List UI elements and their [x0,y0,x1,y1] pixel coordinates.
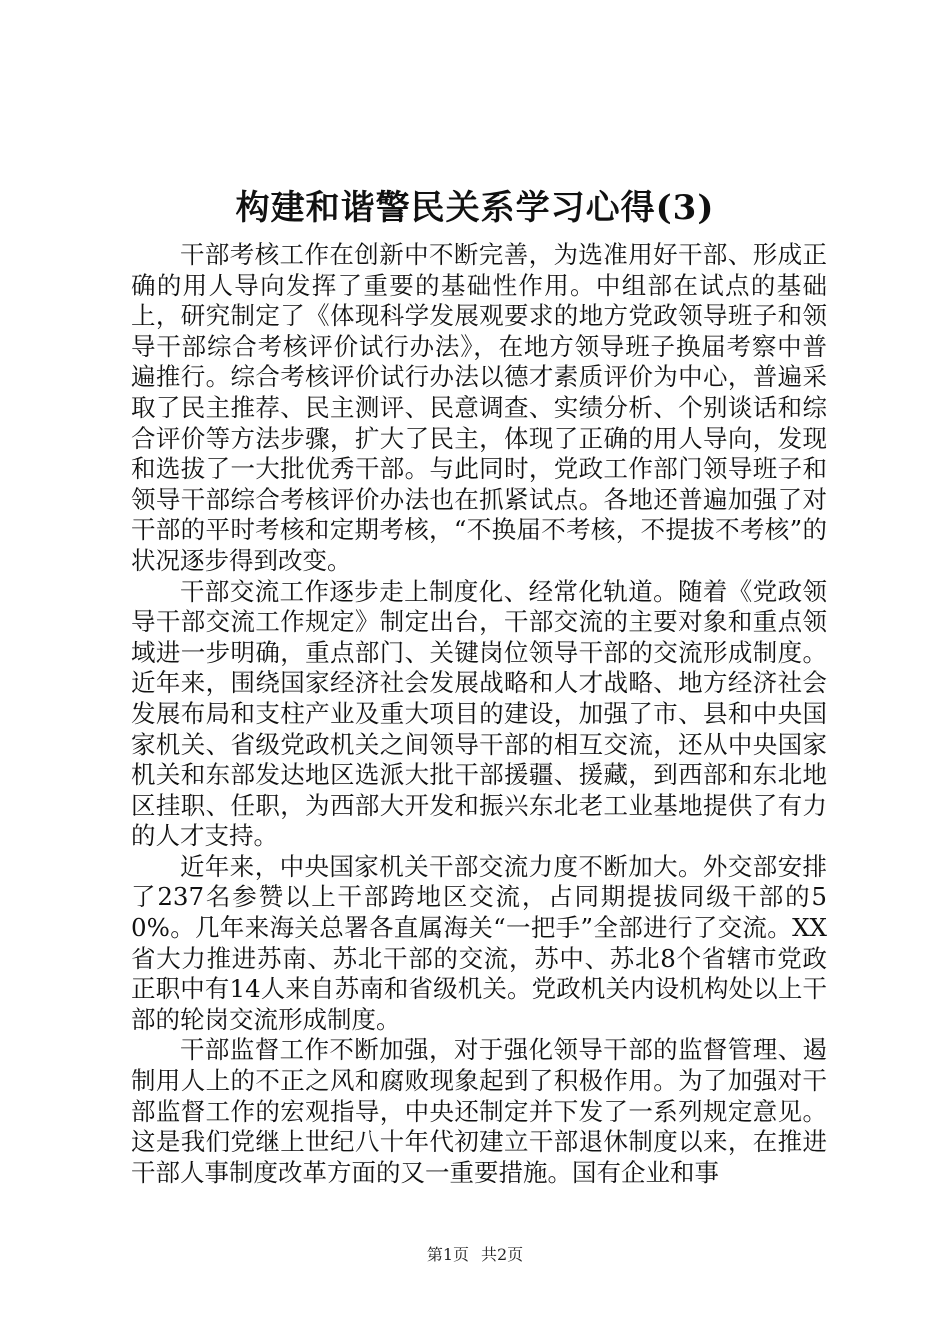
document-body [131,240,827,1188]
paragraph: 干部监督工作不断加强，对于强化领导干部的监督管理、遏制用人上的不正之风和腐败现象起到了积极作用。为了加强对干部监督工作的宏观指导，中央还制定并下发了一系列规定意见。这是我们党继上世纪八十年代初建立干部退休制度以来，在推进干部人事制度改革方面的又一重要措施。国有企业和事 [131,1035,827,1187]
document-title: 构建和谐警民关系学习心得(3) [235,188,715,228]
paragraph: 干部交流工作逐步走上制度化、经常化轨道。随着《党政领导干部交流工作规定》制定出台，干部交流的主要对象和重点领域进一步明确，重点部门、关键岗位领导干部的交流形成制度。近年来，围绕国家经济社会发展战略和人才战略、地方经济社会发展布局和支柱产业及重大项目的建设，加强了市、县和中央国家机关、省级党政机关之间领导干部的相互交流，还从中央国家机关和东部发达地区选派大批干部援疆、援藏，到西部和东北地区挂职、任职，为西部大开发和振兴东北老工业基地提供了有力的人才支持。 [131,576,827,851]
page-number: 第1页 [426,1245,469,1264]
page-footer [0,1244,950,1266]
paragraph: 近年来，中央国家机关干部交流力度不断加大。外交部安排了237名参赞以上干部跨地区交流，占同期提拔同级干部的50%。几年来海关总署各直属海关“一把手”全部进行了交流。XX省大力推进苏南、苏北干部的交流，苏中、苏北8个省辖市党政正职中有14人来自苏南和省级机关。党政机关内设机构处以上干部的轮岗交流形成制度。 [131,851,827,1034]
page-total: 共2页 [481,1245,524,1264]
paragraph: 干部考核工作在创新中不断完善，为选准用好干部、形成正确的用人导向发挥了重要的基础性作用。中组部在试点的基础上，研究制定了《体现科学发展观要求的地方党政领导班子和领导干部综合考核评价试行办法》，在地方领导班子换届考察中普遍推行。综合考核评价试行办法以德才素质评价为中心，普遍采取了民主推荐、民主测评、民意调查、实绩分析、个别谈话和综合评价等方法步骤，扩大了民主，体现了正确的用人导向，发现和选拔了一大批优秀干部。与此同时，党政工作部门领导班子和领导干部综合考核评价办法也在抓紧试点。各地还普遍加强了对干部的平时考核和定期考核，“不换届不考核，不提拔不考核”的状况逐步得到改变。 [131,240,827,575]
